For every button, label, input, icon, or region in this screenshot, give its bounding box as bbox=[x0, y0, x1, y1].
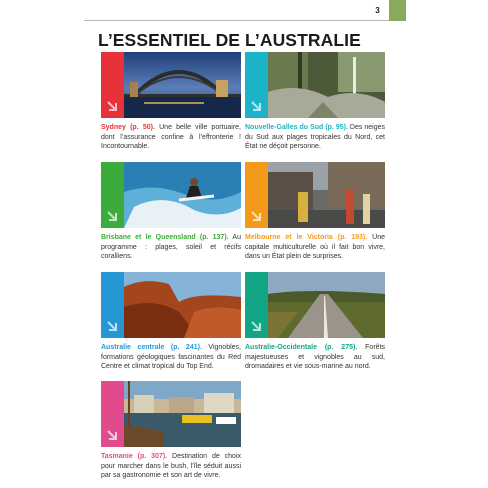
arrow-icon bbox=[249, 209, 263, 223]
card-media bbox=[245, 162, 385, 228]
color-bar bbox=[245, 52, 268, 118]
arrow-icon bbox=[249, 319, 263, 333]
arrow-icon bbox=[249, 99, 263, 113]
card-desc: Au programme : plages, soleil et récifs coralliens. bbox=[101, 234, 241, 260]
card-caption bbox=[245, 233, 385, 262]
card-desc: Une belle ville portuaire, dont l’assurance confine à l’effronterie ! Incontournable. bbox=[101, 124, 241, 150]
arrow-icon bbox=[105, 99, 119, 113]
card-desc: Des neiges du Sud aux plages tropicales du Nord, cet État ne déçoit personne. bbox=[245, 124, 386, 150]
card-name: Australie-Occidentale (p. 275). bbox=[245, 344, 358, 351]
card-caption bbox=[245, 343, 385, 372]
street-tram-photo bbox=[268, 162, 385, 228]
arrow-icon bbox=[105, 428, 119, 442]
page-tab bbox=[389, 0, 406, 21]
color-bar bbox=[245, 162, 268, 228]
harbour-boats-photo bbox=[124, 381, 241, 447]
color-bar bbox=[101, 52, 124, 118]
card-media bbox=[101, 272, 241, 338]
card-australie-occidentale bbox=[245, 272, 385, 370]
card-desc: Vignobles, formations géologiques fascinantes du Red Centre et climat tropical du Top End. bbox=[101, 344, 241, 370]
card-name: Nouvelle-Galles du Sud (p. 95). bbox=[245, 124, 348, 131]
card-media bbox=[245, 52, 385, 118]
card-name: Tasmanie (p. 307). bbox=[101, 453, 168, 460]
card-media bbox=[101, 52, 241, 118]
card-caption bbox=[101, 452, 241, 481]
card-desc: Forêts majestueuses et vignobles au sud, dromadaires et vie sous-marine au nord. bbox=[245, 344, 385, 370]
card-desc: Une capitale multiculturelle où il fait bon vivre, dans un État plein de surprises. bbox=[245, 234, 385, 260]
card-nouvelle-galles bbox=[245, 52, 386, 150]
card-desc: Destination de choix pour marcher dans le bush, l’île séduit aussi par sa gastronomie et son art de vivre. bbox=[101, 453, 241, 479]
card-name: Australie centrale (p. 241). bbox=[101, 344, 202, 351]
card-tasmanie bbox=[101, 381, 241, 479]
card-caption bbox=[101, 123, 241, 152]
card-melbourne bbox=[245, 162, 385, 260]
arrow-icon bbox=[105, 209, 119, 223]
card-name: Brisbane et le Queensland (p. 137). bbox=[101, 234, 229, 241]
harbour-bridge-photo bbox=[124, 52, 241, 118]
card-sydney bbox=[101, 52, 241, 150]
color-bar bbox=[245, 272, 268, 338]
page-number: 3 bbox=[366, 0, 389, 20]
card-caption bbox=[245, 123, 385, 152]
outback-road-photo bbox=[268, 272, 385, 338]
header-rule bbox=[84, 20, 389, 21]
surfer-photo bbox=[124, 162, 241, 228]
card-name: Melbourne et le Victoria (p. 193). bbox=[245, 234, 368, 241]
color-bar bbox=[101, 381, 124, 447]
card-name: Sydney (p. 50). bbox=[101, 124, 155, 131]
card-brisbane bbox=[101, 162, 241, 260]
color-bar bbox=[101, 272, 124, 338]
forest-waterfall-photo bbox=[268, 52, 385, 118]
card-caption bbox=[101, 343, 241, 372]
page-title: L’ESSENTIEL DE L’AUSTRALIE bbox=[98, 30, 361, 50]
card-media bbox=[101, 162, 241, 228]
card-australie-centrale bbox=[101, 272, 241, 370]
arrow-icon bbox=[105, 319, 119, 333]
color-bar bbox=[101, 162, 124, 228]
card-media bbox=[101, 381, 241, 447]
card-media bbox=[245, 272, 385, 338]
red-rock-photo bbox=[124, 272, 241, 338]
card-caption bbox=[101, 233, 241, 262]
